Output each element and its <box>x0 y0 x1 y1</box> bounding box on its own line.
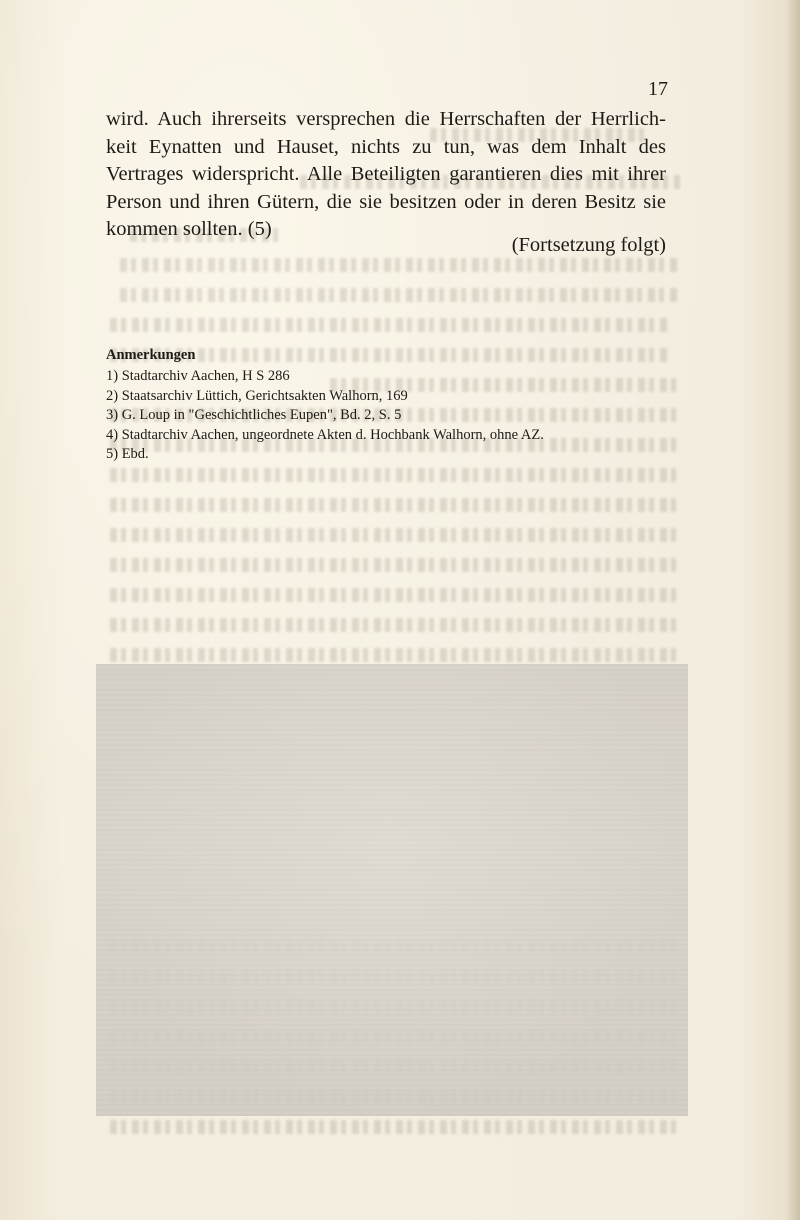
note-item: 5) Ebd. <box>106 446 149 463</box>
page-number: 17 <box>648 78 668 100</box>
body-line: keit Eynatten und Hauset, nichts zu tun, was dem Inhalt des <box>106 135 666 158</box>
note-item: 3) G. Loup in "Geschichtliches Eupen", Bd. 2, S. 5 <box>106 407 402 424</box>
note-item: 4) Stadtarchiv Aachen, ungeordnete Akten d. Hochbank Walhorn, ohne AZ. <box>106 426 544 443</box>
continuation-note: (Fortsetzung folgt) <box>511 234 666 256</box>
page-edge-shadow <box>786 0 800 1220</box>
note-item: 1) Stadtarchiv Aachen, H S 286 <box>106 368 290 384</box>
faded-photo-bleed-through <box>96 664 688 1116</box>
body-line: Vertrages widerspricht. Alle Beteiligten garantieren dies mit ihrer <box>106 163 666 186</box>
body-line: kommen sollten. (5) <box>106 218 272 241</box>
body-line: wird. Auch ihrerseits versprechen die Herrschaften der Herrlich- <box>106 108 666 130</box>
notes-list <box>106 367 666 465</box>
note-item: 2) Staatsarchiv Lüttich, Gerichtsakten Walhorn, 169 <box>106 387 408 404</box>
body-line: Person und ihren Gütern, die sie besitzen oder in deren Besitz sie <box>106 190 666 213</box>
notes-heading: Anmerkungen <box>106 347 196 363</box>
body-paragraph <box>106 106 666 244</box>
